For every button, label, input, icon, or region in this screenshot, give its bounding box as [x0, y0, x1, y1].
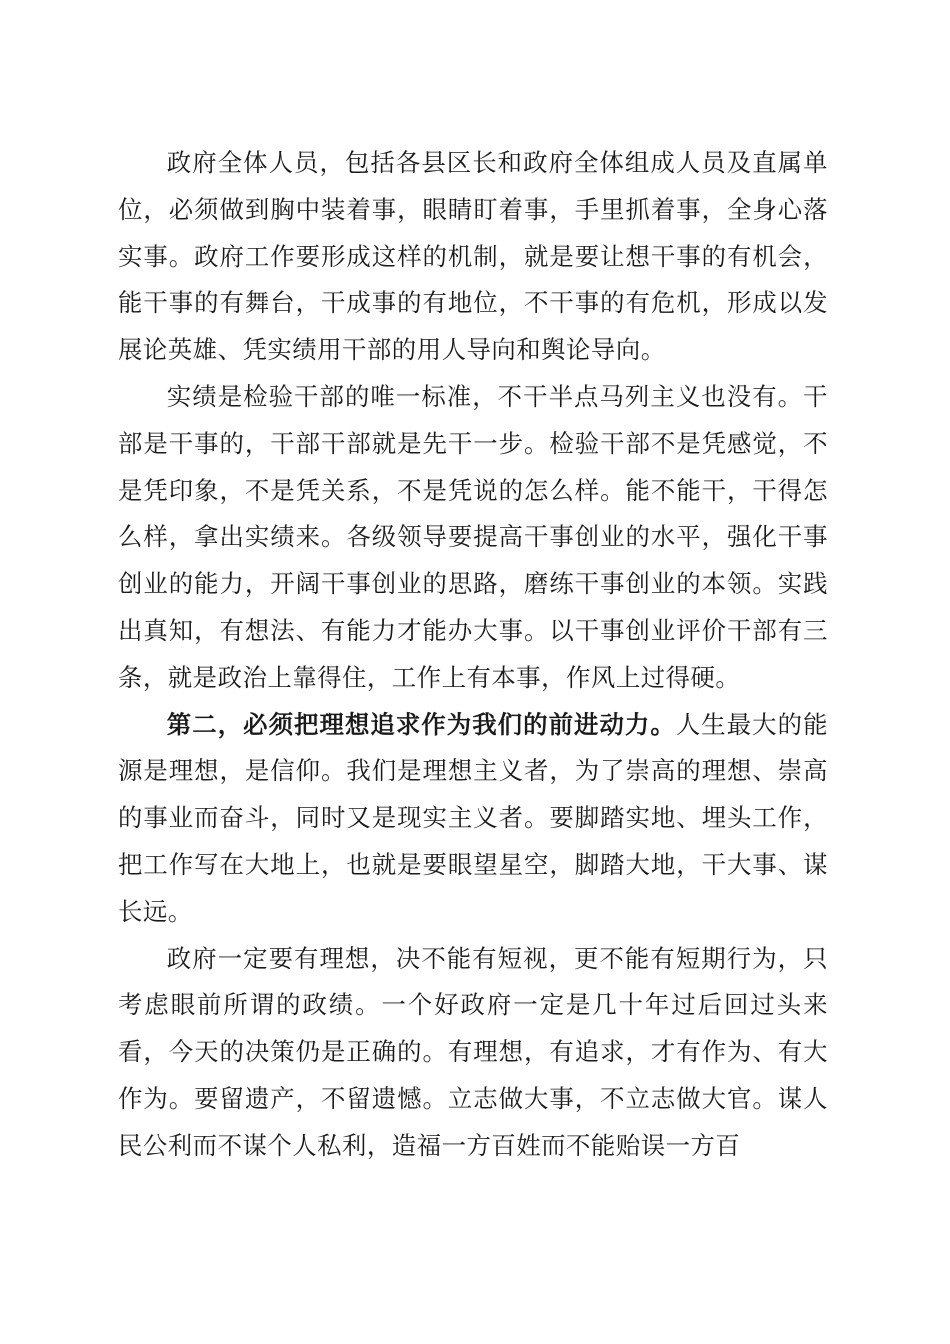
paragraph-3 [118, 702, 828, 936]
paragraph-4 [118, 936, 828, 1170]
paragraph-2 [118, 374, 828, 702]
paragraph-2-text: 实绩是检验干部的唯一标准，不干半点马列主义也没有。干部是干事的，干部干部就是先干一步。检验干部不是凭感觉，不是凭印象，不是凭关系，不是凭说的怎么样。能不能干，干得怎么样，拿出实绩来。各级领导要提高干事创业的水平，强化干事创业的能力，开阔干事创业的思路，磨练干事创业的本领。实践出真知，有想法、有能力才能办大事。以干事创业评价干部有三条，就是政治上靠得住，工作上有本事，作风上过得硬。 [118, 381, 828, 692]
paragraph-1-text: 政府全体人员，包括各县区长和政府全体组成人员及直属单位，必须做到胸中装着事，眼睛盯着事，手里抓着事，全身心落实事。政府工作要形成这样的机制，就是要让想干事的有机会，能干事的有舞台，干成事的有地位，不干事的有危机，形成以发展论英雄、凭实绩用干部的用人导向和舆论导向。 [118, 148, 828, 365]
paragraph-4-text: 政府一定要有理想，决不能有短视，更不能有短期行为，只考虑眼前所谓的政绩。一个好政府一定是几十年过后回过头来看，今天的决策仍是正确的。有理想，有追求，才有作为、有大作为。要留遗产，不留遗憾。立志做大事，不立志做大官。谋人民公利而不谋个人私利，造福一方百姓而不能贻误一方百 [118, 943, 828, 1160]
paragraph-1 [118, 140, 828, 374]
body-text [118, 140, 828, 1170]
paragraph-3-lead: 第二，必须把理想追求作为我们的前进动力。 [166, 709, 676, 739]
paragraph-3-text: 人生最大的能源是理想，是信仰。我们是理想主义者，为了崇高的理想、崇高的事业而奋斗，同时又是现实主义者。要脚踏实地、埋头工作，把工作写在大地上，也就是要眼望星空，脚踏大地，干大事、谋长远。 [118, 709, 828, 926]
